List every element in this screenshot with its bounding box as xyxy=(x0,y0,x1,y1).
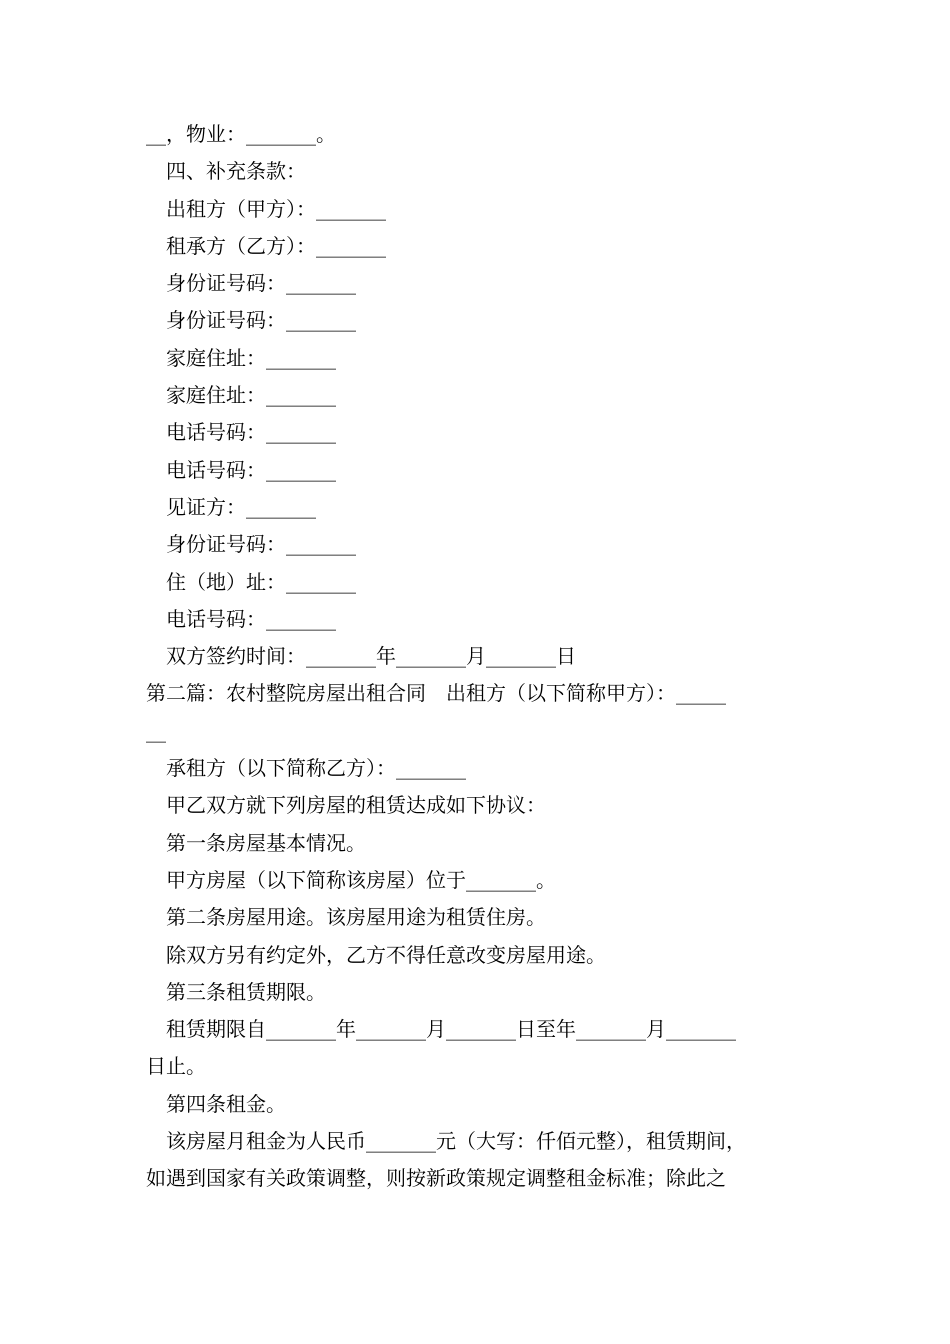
article-heading: 第二条房屋用途。该房屋用途为租赁住房。 xyxy=(166,905,546,930)
text-line: 租承方（乙方）：_______ xyxy=(166,233,386,258)
text-line: 该房屋月租金为人民币_______元（大写：仟佰元整），租赁期间， xyxy=(166,1129,746,1154)
text-line: 住（地）址：_______ xyxy=(166,569,356,594)
text-line: 双方签约时间：_______年_______月_______日 xyxy=(166,644,576,669)
text-line: 身份证号码：_______ xyxy=(166,532,356,557)
text-line: 见证方：_______ xyxy=(166,494,316,519)
text-line: 身份证号码：_______ xyxy=(166,308,356,333)
text-line: 甲乙双方就下列房屋的租赁达成如下协议： xyxy=(166,793,546,818)
text-line: 承租方（以下简称乙方）：_______ xyxy=(166,756,466,781)
text-line: 家庭住址：_______ xyxy=(166,345,336,370)
text-line: 电话号码：_______ xyxy=(166,606,336,631)
chapter-heading: 第二篇：农村整院房屋出租合同 出租方（以下简称甲方）：_____ xyxy=(146,681,726,706)
text-line: 出租方（甲方）：_______ xyxy=(166,196,386,221)
text-line: 租赁期限自_______年_______月_______日至年_______月_______ xyxy=(166,1017,736,1042)
text-line: 身份证号码：_______ xyxy=(166,271,356,296)
text-line: 家庭住址：_______ xyxy=(166,383,336,408)
text-line: __，物业：_______。 xyxy=(146,122,336,146)
text-line: 日止。 xyxy=(146,1054,206,1079)
text-line: 如遇到国家有关政策调整，则按新政策规定调整租金标准；除此之 xyxy=(146,1166,726,1191)
article-heading: 第四条租金。 xyxy=(166,1091,286,1116)
text-line: 除双方另有约定外，乙方不得任意改变房屋用途。 xyxy=(166,942,606,967)
article-heading: 第三条租赁期限。 xyxy=(166,979,326,1004)
text-line: 甲方房屋（以下简称该房屋）位于_______。 xyxy=(166,867,556,892)
article-heading: 第一条房屋基本情况。 xyxy=(166,830,366,855)
text-line: 电话号码：_______ xyxy=(166,457,336,482)
section-heading: 四、补充条款： xyxy=(166,159,306,184)
text-line: __ xyxy=(146,718,166,743)
document-body xyxy=(146,116,826,1198)
text-line: 电话号码：_______ xyxy=(166,420,336,445)
